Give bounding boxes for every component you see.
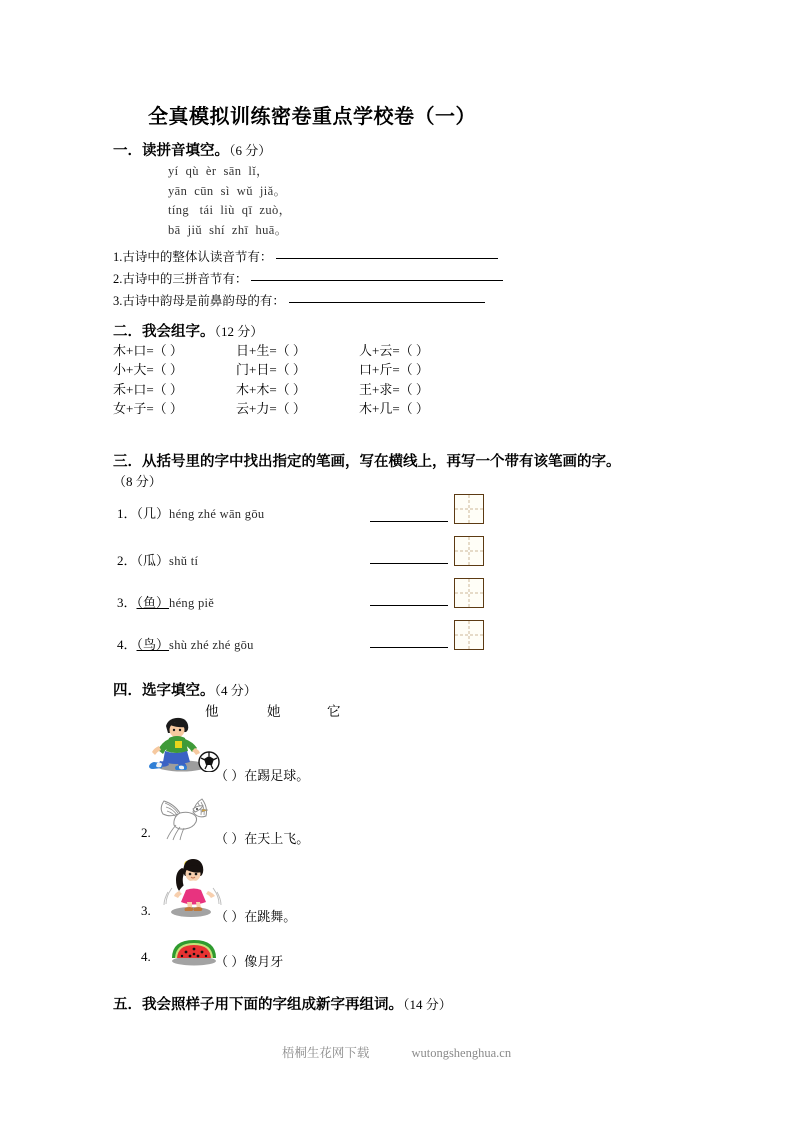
build-cell[interactable]: 女+子=（ ） <box>113 400 183 416</box>
pick-item-3-number: 3. <box>141 903 151 918</box>
question-1-label: 1.古诗中的整体认读音节有： <box>113 250 273 264</box>
build-cell[interactable]: 人+云=（ ） <box>359 343 429 358</box>
question-3 <box>113 291 485 309</box>
stroke-item-4-char: （鸟） <box>136 637 170 652</box>
section-2-points: （12 分） <box>214 324 264 339</box>
question-2-label: 2.古诗中的三拼音节有： <box>113 272 248 286</box>
tianzige-horizontal-guide <box>455 509 483 510</box>
pick-item-3-text: （ ）在跳舞。 <box>215 909 297 924</box>
tianzige-horizontal-guide <box>455 635 483 636</box>
stroke-item-2 <box>117 550 198 569</box>
stroke-item-4-number: 4． <box>117 637 137 652</box>
poem-line-1: yí qù èr sān lǐ， <box>168 164 270 178</box>
word-choice-ta-neutral[interactable]: 它 <box>327 704 341 719</box>
stroke-item-2-answer-rule[interactable] <box>370 563 448 564</box>
footer-site-url: wutongshenghua.cn <box>411 1046 512 1060</box>
tianzige-box-1[interactable] <box>454 494 484 524</box>
question-2-answer-rule[interactable] <box>251 280 503 281</box>
stroke-item-1-number: 1． <box>117 506 137 521</box>
section-5-heading-text: 五．我会照样子用下面的字组成新字再组词。 <box>113 997 403 1013</box>
section-4-heading <box>113 679 257 700</box>
stroke-item-1-answer-rule[interactable] <box>370 521 448 522</box>
stroke-item-3-number: 3． <box>117 595 137 610</box>
character-building-grid <box>113 341 482 418</box>
build-cell[interactable]: 王+求=（ ） <box>359 381 429 397</box>
section-3-heading-text: 三．从括号里的字中找出指定的笔画，写在横线上，再写一个带有该笔画的字。 <box>113 454 621 470</box>
build-row <box>113 341 482 360</box>
stroke-item-1-pinyin: héng zhé wān gōu <box>169 507 265 521</box>
build-cell[interactable]: 木+口=（ ） <box>113 343 183 358</box>
section-5-points: （14 分） <box>403 997 452 1012</box>
tianzige-box-4[interactable] <box>454 620 484 650</box>
pick-item-4-number: 4. <box>141 949 151 964</box>
tianzige-box-3[interactable] <box>454 578 484 608</box>
build-cell[interactable]: 云+力=（ ） <box>236 400 306 416</box>
build-cell[interactable]: 口+斤=（ ） <box>359 362 429 378</box>
section-2-heading-text: 二．我会组字。 <box>113 324 215 340</box>
watermelon-slice-icon <box>166 934 222 966</box>
stroke-item-4-answer-rule[interactable] <box>370 647 448 648</box>
stroke-item-4-pinyin: shù zhé zhé gōu <box>169 638 254 652</box>
question-2 <box>113 269 503 287</box>
tianzige-horizontal-guide <box>455 551 483 552</box>
pick-item-4-text: （ ）像月牙 <box>215 954 284 969</box>
stroke-item-1-char: （几） <box>136 506 170 521</box>
stroke-item-2-number: 2． <box>117 553 137 568</box>
stroke-item-3-answer-rule[interactable] <box>370 605 448 606</box>
flying-bird-icon <box>150 795 222 843</box>
poem-line-2: yān cūn sì wǔ jiǎ。 <box>168 183 287 198</box>
stroke-item-3 <box>117 592 214 611</box>
footer-site-name: 梧桐生花网下载 <box>281 1046 370 1060</box>
section-5-heading <box>113 993 452 1014</box>
stroke-item-2-pinyin: shǔ tí <box>169 554 199 568</box>
question-1-answer-rule[interactable] <box>276 258 498 259</box>
pick-item-1-text: （ ）在踢足球。 <box>215 768 310 783</box>
poem-line-3: tíng tái liù qī zuò， <box>168 203 292 217</box>
section-1-points: （6 分） <box>229 143 272 158</box>
stroke-item-1 <box>117 503 264 522</box>
pick-item-2-text: （ ）在天上飞。 <box>215 831 310 846</box>
stroke-item-4 <box>117 634 254 653</box>
tianzige-box-2[interactable] <box>454 536 484 566</box>
word-choice-ta-male[interactable]: 他 <box>205 704 219 719</box>
word-choice-ta-female[interactable]: 她 <box>267 704 281 719</box>
build-cell[interactable]: 日+生=（ ） <box>236 343 306 358</box>
question-3-label: 3.古诗中韵母是前鼻韵母的有： <box>113 294 285 308</box>
stroke-item-3-pinyin: héng piě <box>169 596 215 610</box>
build-cell[interactable]: 禾+口=（ ） <box>113 381 183 397</box>
stroke-item-3-char: （鱼） <box>136 595 170 610</box>
build-row <box>113 380 482 399</box>
question-1 <box>113 247 498 265</box>
tianzige-horizontal-guide <box>455 593 483 594</box>
question-3-answer-rule[interactable] <box>289 302 485 303</box>
section-4-points: （4 分） <box>214 683 257 698</box>
footer <box>0 1043 793 1061</box>
section-1-heading <box>113 139 271 160</box>
build-cell[interactable]: 小+大=（ ） <box>113 362 183 378</box>
build-row <box>113 360 482 379</box>
section-3-points: （8 分） <box>113 474 162 489</box>
build-cell[interactable]: 木+几=（ ） <box>359 400 429 416</box>
pick-item-2-number: 2. <box>141 825 151 840</box>
section-1-heading-text: 一．读拼音填空。 <box>113 143 229 159</box>
pinyin-poem <box>168 162 292 240</box>
stroke-item-2-char: （瓜） <box>136 553 170 568</box>
section-2-heading <box>113 320 263 341</box>
poem-line-4: bā jiǔ shí zhī huā。 <box>168 222 288 237</box>
build-row <box>113 399 482 418</box>
section-4-heading-text: 四．选字填空。 <box>113 683 215 699</box>
soccer-boy-icon <box>146 716 232 772</box>
section-3-heading <box>113 452 633 492</box>
page-title: 全真模拟训练密卷重点学校卷（一） <box>148 106 476 128</box>
build-cell[interactable]: 门+日=（ ） <box>236 362 306 378</box>
build-cell[interactable]: 木+木=（ ） <box>236 381 306 397</box>
